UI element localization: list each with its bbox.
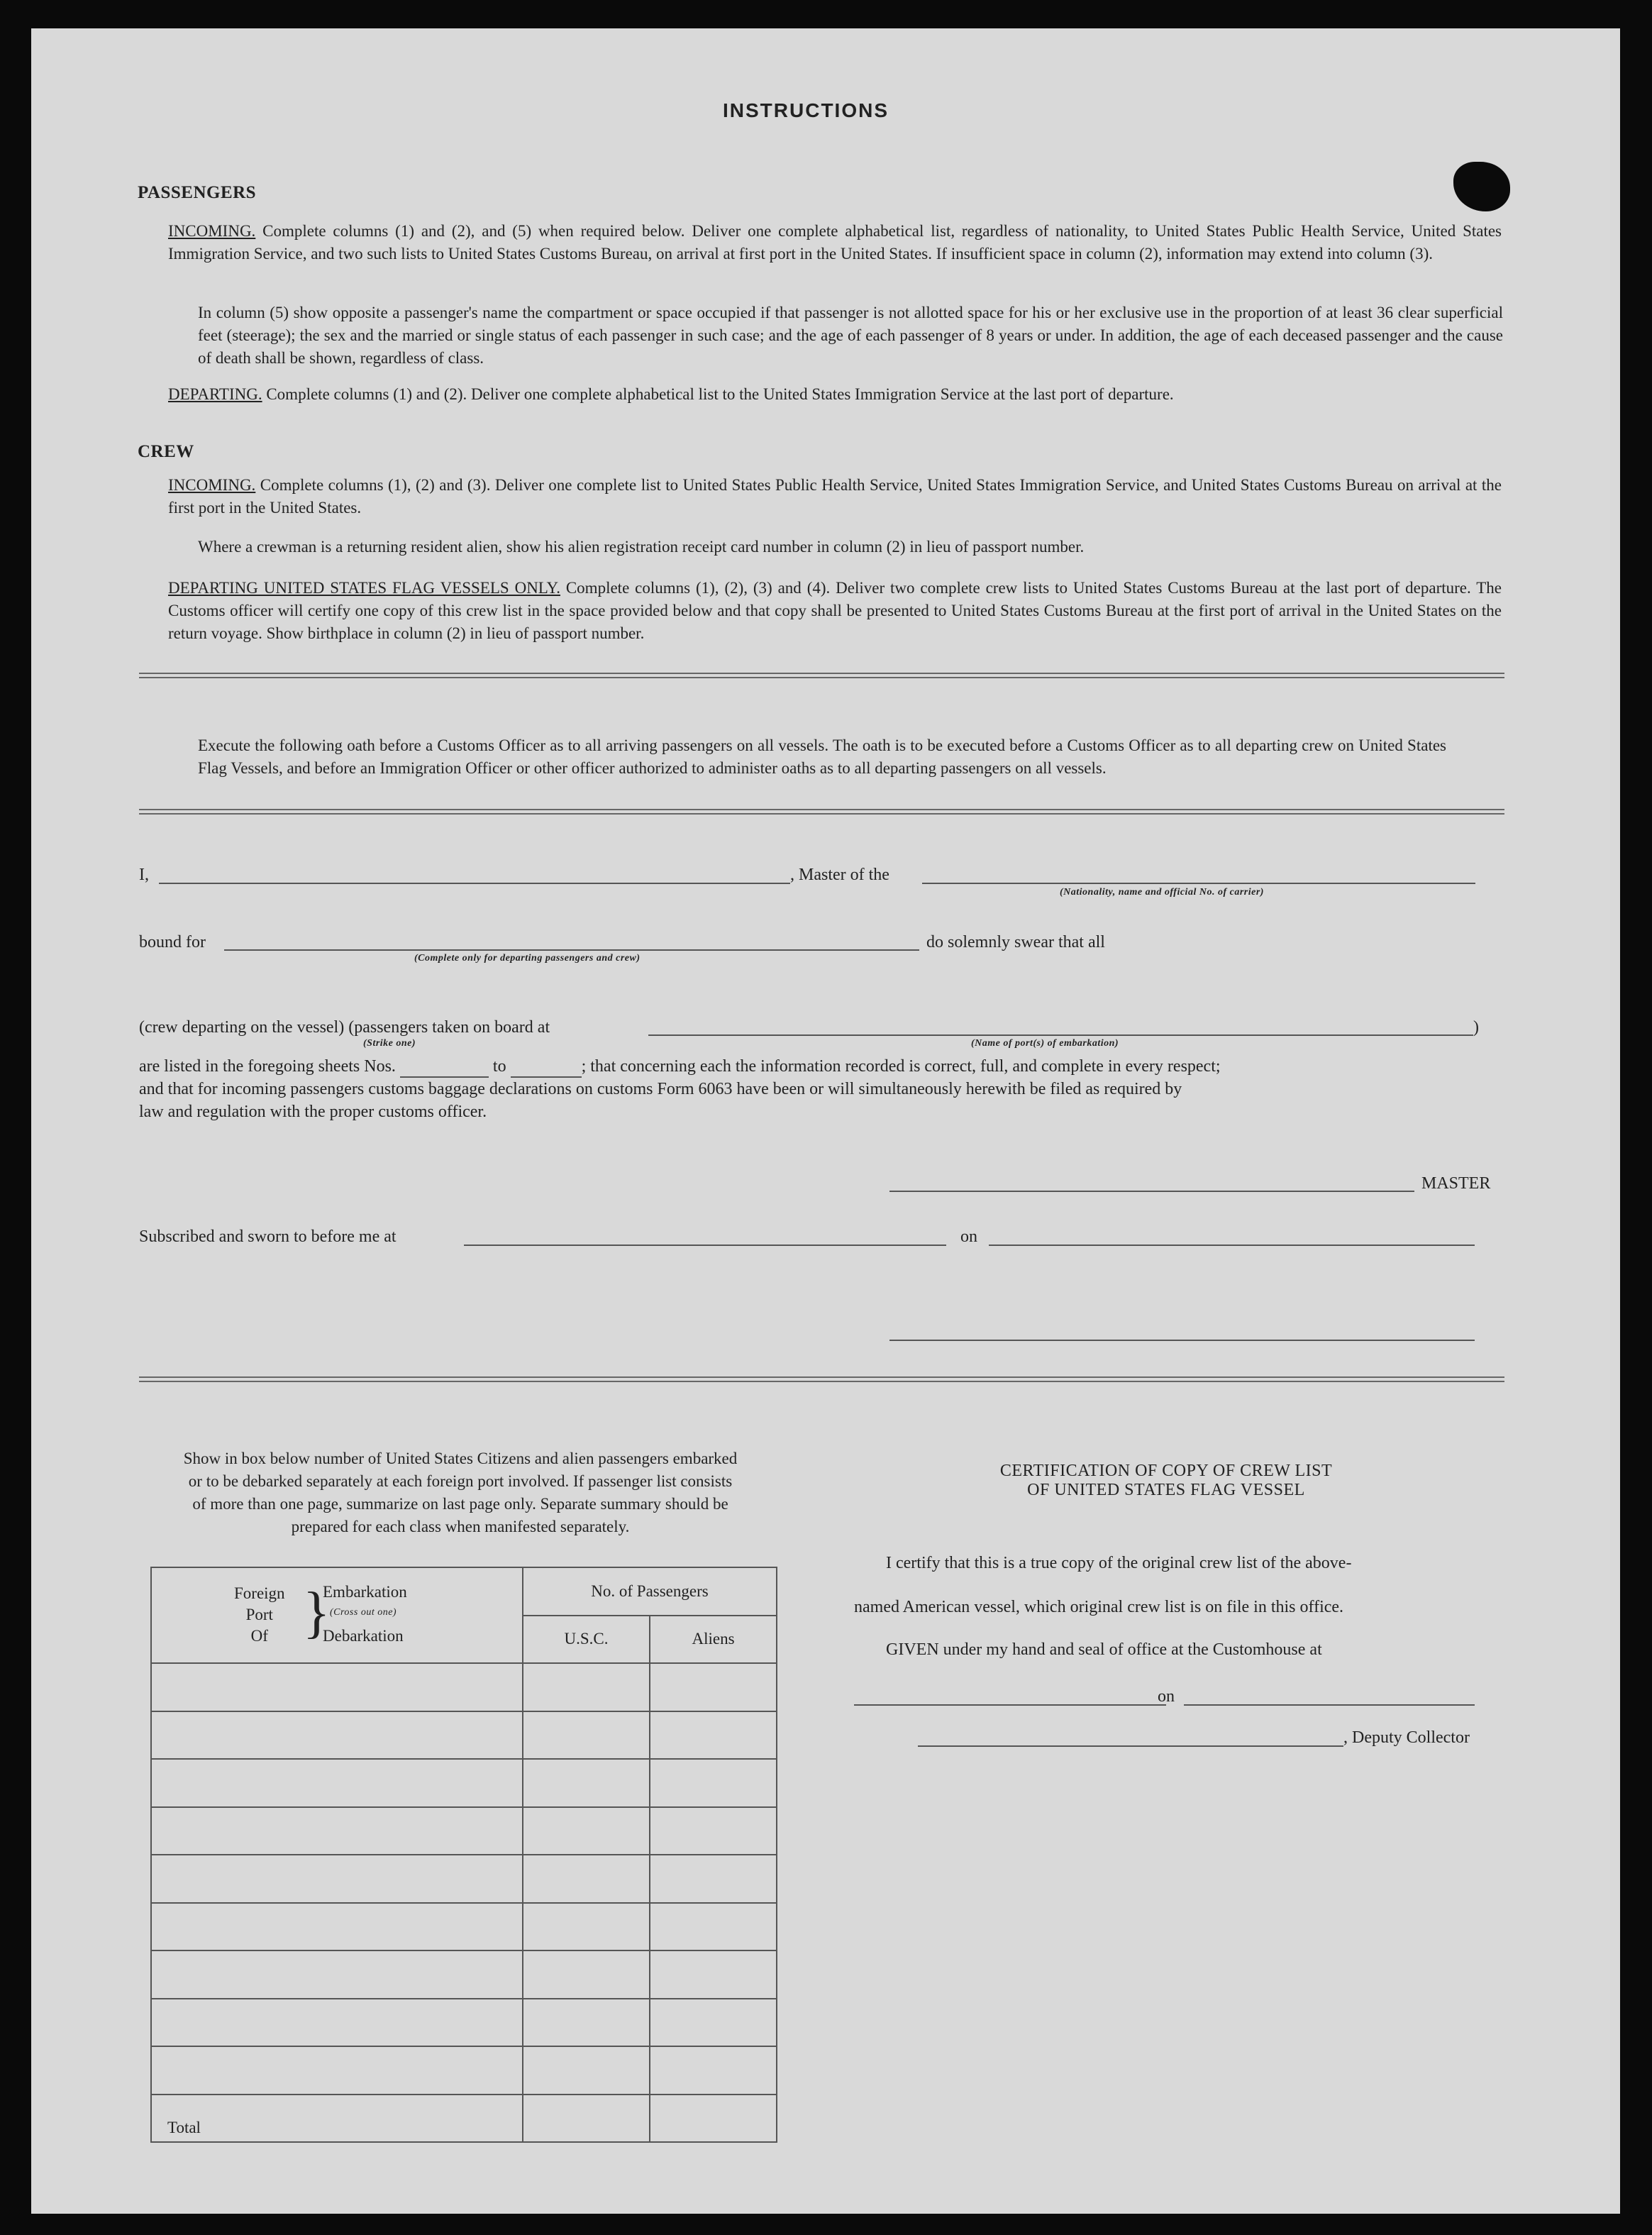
crew-incoming-text: Complete columns (1), (2) and (3). Deliver one complete list to United States Public Health Service, United States Immigration Service, and United States Customs Bureau on arrival at the first port in the United States. xyxy=(168,476,1502,517)
port-label: Port xyxy=(245,1605,273,1623)
aliens-cell[interactable] xyxy=(650,1711,777,1760)
embarkation-label: Embarkation xyxy=(323,1582,407,1601)
nationality-note: (Nationality, name and official No. of carrier) xyxy=(1060,887,1264,898)
debarkation-label: Debarkation xyxy=(323,1626,404,1645)
strike-one-note: (Strike one) xyxy=(363,1038,416,1049)
complete-only-note: (Complete only for departing passengers and crew) xyxy=(414,953,641,964)
passengers-incoming-label: INCOMING. xyxy=(168,222,256,240)
usc-cell[interactable] xyxy=(523,1999,650,2047)
port-cell[interactable] xyxy=(151,1711,523,1760)
listed-text-b: ; that concerning each the information recorded is correct, full, and complete in every respect; xyxy=(581,1057,1221,1076)
aliens-header: Aliens xyxy=(650,1616,777,1664)
ink-blot xyxy=(1453,162,1510,211)
certification-date-field[interactable] xyxy=(1184,1704,1475,1706)
aliens-cell[interactable] xyxy=(650,1759,777,1807)
certification-on-label: on xyxy=(1158,1687,1175,1706)
bound-for-label: bound for xyxy=(139,933,206,951)
document-sheet xyxy=(31,28,1620,2214)
usc-cell[interactable] xyxy=(523,1759,650,1807)
passengers-heading: PASSENGERS xyxy=(138,183,257,202)
certify-line-1: I certify that this is a true copy of the original crew list of the above- xyxy=(886,1554,1352,1572)
crew-resident: Where a crewman is a returning resident alien, show his alien registration receipt card number in column (2) in lieu of passport number. xyxy=(198,538,1085,556)
officer-signature-field[interactable] xyxy=(889,1340,1475,1341)
page-title: INSTRUCTIONS xyxy=(723,99,889,121)
crew-departing xyxy=(168,577,1502,645)
cross-out-note: (Cross out one) xyxy=(330,1606,397,1618)
swear-label: do solemnly swear that all xyxy=(926,933,1105,951)
divider xyxy=(139,809,1504,815)
passengers-departing xyxy=(168,383,1502,406)
crew-incoming xyxy=(168,474,1502,519)
sworn-place-field[interactable] xyxy=(464,1245,946,1246)
aliens-cell[interactable] xyxy=(650,2046,777,2095)
crew-departing-label: DEPARTING UNITED STATES FLAG VESSELS ONLY. xyxy=(168,579,560,597)
brace-icon: } xyxy=(303,1581,331,1644)
usc-cell[interactable] xyxy=(523,1950,650,1999)
listed-to: to xyxy=(492,1057,506,1076)
certification-title xyxy=(847,1462,1485,1500)
summary-instruction: Show in box below number of United States Citizens and alien passengers embarked or to be debarked separately at each foreign port involved. If passenger list consists of more than one page, summarize on last page only. Separate summary should be prepared for each class when manifested separately. xyxy=(183,1450,738,1535)
oath-instruction: Execute the following oath before a Customs Officer as to all arriving passengers on all vessels. The oath is to be executed before a Customs Officer as to all departing crew on United States Flag Vessels, and before an Immigration Officer or other officer authorized to administer oaths as to all departing passengers on all vessels. xyxy=(198,736,1446,777)
usc-cell[interactable] xyxy=(523,2046,650,2095)
master-of-the-label: , Master of the xyxy=(790,866,889,884)
aliens-cell[interactable] xyxy=(650,1903,777,1951)
usc-cell[interactable] xyxy=(523,1855,650,1903)
port-header-cell xyxy=(151,1567,523,1663)
divider xyxy=(139,1376,1504,1382)
close-paren: ) xyxy=(1473,1018,1479,1037)
carrier-field[interactable] xyxy=(922,883,1475,884)
divider xyxy=(139,673,1504,678)
aliens-cell[interactable] xyxy=(650,1663,777,1711)
deputy-signature-field[interactable] xyxy=(918,1745,1343,1747)
bound-for-field[interactable] xyxy=(224,949,919,951)
deputy-collector-label: , Deputy Collector xyxy=(1343,1728,1470,1747)
aliens-cell[interactable] xyxy=(650,1855,777,1903)
usc-cell[interactable] xyxy=(523,1903,650,1951)
passengers-incoming xyxy=(168,220,1502,265)
listed-text-a: are listed in the foregoing sheets Nos. xyxy=(139,1057,396,1076)
master-name-field[interactable] xyxy=(159,883,790,884)
certification-title-line-2: OF UNITED STATES FLAG VESSEL xyxy=(1027,1481,1305,1499)
port-cell[interactable] xyxy=(151,2046,523,2095)
master-label: MASTER xyxy=(1421,1174,1491,1193)
total-usc-cell[interactable] xyxy=(523,2095,650,2143)
passengers-column5: In column (5) show opposite a passenger's name the compartment or space occupied if that passenger is not allotted space for his or her exclusive use in the proportion of at least 36 clear superficial feet (steerage); the sex and the married or single status of each passenger in such case; and the age of each passenger of 8 years or under. In addition, the age of each deceased passenger and the cause of death shall be shown, regardless of class. xyxy=(198,304,1503,367)
passengers-departing-text: Complete columns (1) and (2). Deliver one complete alphabetical list to the United States Immigration Service at the last port of departure. xyxy=(266,385,1174,403)
usc-header: U.S.C. xyxy=(523,1616,650,1664)
usc-cell[interactable] xyxy=(523,1711,650,1760)
of-label: Of xyxy=(250,1626,268,1645)
usc-cell[interactable] xyxy=(523,1663,650,1711)
given-line: GIVEN under my hand and seal of office at the Customhouse at xyxy=(886,1640,1322,1659)
foreign-label: Foreign xyxy=(234,1584,285,1602)
port-cell[interactable] xyxy=(151,1855,523,1903)
port-cell[interactable] xyxy=(151,1903,523,1951)
passengers-incoming-text: Complete columns (1) and (2), and (5) when required below. Deliver one complete alphabetical list, regardless of nationality, to United States Public Health Service, United States Immigration Service, and two such lists to United States Customs Bureau, on arrival at first port in the United States. If insufficient space in column (2), information may extend into column (3). xyxy=(168,222,1502,263)
usc-cell[interactable] xyxy=(523,1807,650,1855)
embarkation-port-field[interactable] xyxy=(648,1034,1473,1036)
total-label: Total xyxy=(151,2095,523,2143)
oath-i: I, xyxy=(139,866,149,884)
crew-heading: CREW xyxy=(138,442,194,461)
aliens-cell[interactable] xyxy=(650,1807,777,1855)
no-of-passengers-header: No. of Passengers xyxy=(523,1567,777,1616)
listed-line-1 xyxy=(139,1057,1221,1078)
certify-line-2: named American vessel, which original crew list is on file in this office. xyxy=(854,1598,1344,1616)
crew-incoming-label: INCOMING. xyxy=(168,476,256,494)
sheet-to-field[interactable] xyxy=(511,1057,582,1078)
customhouse-field[interactable] xyxy=(854,1704,1166,1706)
sworn-date-field[interactable] xyxy=(989,1245,1475,1246)
strike-one-text: (crew departing on the vessel) (passengers taken on board at xyxy=(139,1018,550,1037)
listed-text-c: and that for incoming passengers customs baggage declarations on customs Form 6063 have been or will simultaneously herewith be filed as required by xyxy=(139,1080,1182,1098)
subscribed-label: Subscribed and sworn to before me at xyxy=(139,1227,397,1246)
port-cell[interactable] xyxy=(151,1999,523,2047)
listed-text-d: law and regulation with the proper customs officer. xyxy=(139,1103,487,1121)
passengers-departing-label: DEPARTING. xyxy=(168,385,262,403)
aliens-cell[interactable] xyxy=(650,1950,777,1999)
foreign-port-of xyxy=(234,1583,285,1647)
port-cell[interactable] xyxy=(151,1950,523,1999)
sworn-on-label: on xyxy=(960,1227,977,1246)
crew-departing-text: Complete columns (1), (2), (3) and (4). Deliver two complete crew lists to United States Customs Bureau at the last port of departure. The Customs officer will certify one copy of this crew list in the space provided below and that copy shall be presented to United States Customs Bureau at the first port of arrival in the United States on the return voyage. Show birthplace in column (2) in lieu of passport number. xyxy=(168,579,1502,642)
port-cell[interactable] xyxy=(151,1807,523,1855)
certification-title-line-1: CERTIFICATION OF COPY OF CREW LIST xyxy=(999,1462,1333,1480)
master-signature-field[interactable] xyxy=(889,1191,1414,1192)
aliens-cell[interactable] xyxy=(650,1999,777,2047)
ports-summary-table xyxy=(150,1567,777,2143)
port-cell[interactable] xyxy=(151,1663,523,1711)
port-cell[interactable] xyxy=(151,1759,523,1807)
ports-note: (Name of port(s) of embarkation) xyxy=(971,1038,1119,1049)
total-aliens-cell[interactable] xyxy=(650,2095,777,2143)
sheet-from-field[interactable] xyxy=(400,1057,489,1078)
